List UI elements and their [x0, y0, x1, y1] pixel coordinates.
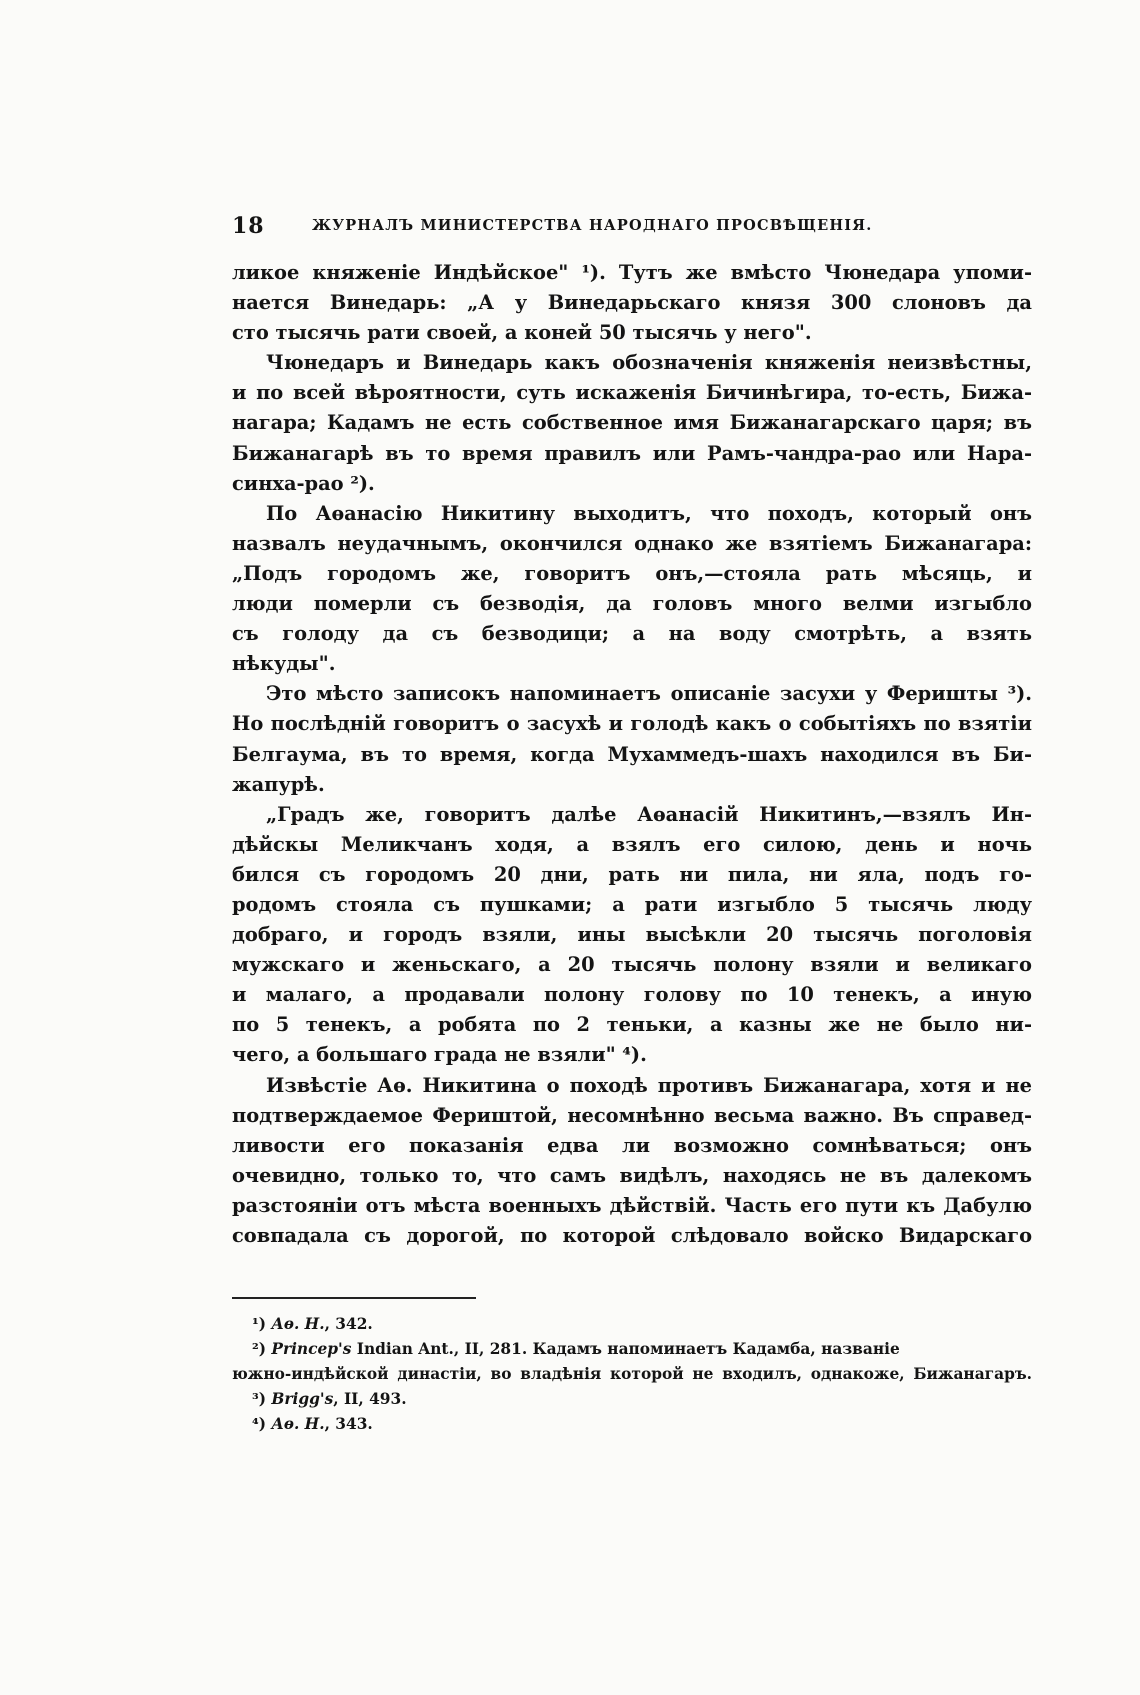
text-line: и малаго, а продавали полону голову по 10 тенекъ, а иную: [232, 983, 1032, 1007]
footnote-text: , 342.: [324, 1315, 373, 1333]
text-line: добраго, и городъ взяли, ины высѣкли 20 тысячь поголовія: [232, 923, 1032, 947]
footnote-line: [232, 1362, 1032, 1387]
text-line: „Градъ же, говоритъ далѣе Аѳанасій Никитинъ,—взялъ Ин-: [266, 802, 1032, 826]
footnote-text: Indian Ant., II, 281. Кадамъ напоминаетъ Кадамба, названіе: [351, 1340, 900, 1358]
footnote-reference: Аѳ. Н.: [271, 1315, 325, 1333]
footnote-line: [232, 1387, 1032, 1412]
footnote-text: , 343.: [324, 1415, 373, 1433]
running-title: ЖУРНАЛЪ МИНИСТЕРСТВА НАРОДНАГО ПРОСВѢЩЕНІЯ.: [312, 217, 873, 234]
page-header: [232, 213, 1032, 245]
footnote-text: южно-индѣйской династіи, во владѣнія которой не входилъ, однакоже, Бижанагаръ.: [232, 1365, 1032, 1383]
text-line: назвалъ неудачнымъ, окончился однако же взятіемъ Бижанагара:: [232, 531, 1032, 555]
text-line: подтверждаемое Фериштой, несомнѣнно весьма важно. Въ справед-: [232, 1103, 1032, 1127]
footnote-divider: [232, 1297, 476, 1299]
text-line: очевидно, только то, что самъ видѣлъ, находясь не въ далекомъ: [232, 1163, 1032, 1187]
text-line: По Аѳанасію Никитину выходитъ, что походъ, который онъ: [266, 501, 1032, 525]
text-line: мужскаго и женьскаго, а 20 тысячь полону взяли и великаго: [232, 953, 1032, 977]
page-number: 18: [232, 213, 265, 239]
body-text: [232, 258, 1032, 1251]
text-line: родомъ стояла съ пушками; а рати изгыбло 5 тысячь люду: [232, 892, 1032, 916]
footnote-number: ³): [252, 1390, 267, 1408]
footnote-line: [232, 1412, 1032, 1437]
footnote-reference: Brigg's: [271, 1390, 334, 1408]
text-line: по 5 тенекъ, а робята по 2 теньки, а казны же не было ни-: [232, 1013, 1032, 1037]
text-line: чего, а большаго града не взяли" ⁴).: [232, 1043, 647, 1067]
footnote-line: [232, 1337, 1032, 1362]
text-line: нается Винедарь: „А у Винедарьскаго князя 300 слоновъ да: [232, 291, 1032, 315]
text-line: Бижанагарѣ въ то время правилъ или Рамъ-чандра-рао или Нара-: [232, 441, 1032, 465]
text-line: совпадала съ дорогой, по которой слѣдовало войско Видарскаго: [232, 1224, 1032, 1247]
text-line: ликое княженіе Индѣйское" ¹). Тутъ же вмѣсто Чюнедара упоми-: [232, 261, 1032, 284]
text-line: бился съ городомъ 20 дни, рать ни пила, ни яла, подъ го-: [232, 862, 1032, 886]
footnote-text: , II, 493.: [333, 1390, 407, 1408]
text-line: разстояніи отъ мѣста военныхъ дѣйствій. Часть его пути къ Дабулю: [232, 1193, 1032, 1217]
text-line: сто тысячь рати своей, а коней 50 тысячь у него".: [232, 321, 812, 345]
text-line: Чюнедаръ и Винедарь какъ обозначенія княженія неизвѣстны,: [266, 351, 1032, 375]
footnote-reference: Аѳ. Н.: [271, 1415, 325, 1433]
text-line: люди померли съ безводія, да головъ много велми изгыбло: [232, 592, 1032, 616]
footnote-reference: Princep's: [271, 1340, 352, 1358]
footnote-number: ²): [252, 1340, 267, 1358]
text-line: нагара; Кадамъ не есть собственное имя Бижанагарскаго царя; въ: [232, 411, 1032, 435]
text-line: съ голоду да съ безводици; а на воду смотрѣть, а взять: [232, 622, 1032, 646]
text-line: Белгаума, въ то время, когда Мухаммедъ-шахъ находился въ Би-: [232, 742, 1032, 766]
text-line: нѣкуды".: [232, 652, 336, 676]
footnote-line: [232, 1312, 1032, 1337]
text-line: Но послѣдній говоритъ о засухѣ и голодѣ какъ о событіяхъ по взятіи: [232, 712, 1032, 736]
text-line: синха-рао ²).: [232, 471, 375, 495]
footnotes: [232, 1312, 1032, 1437]
text-line: „Подъ городомъ же, говоритъ онъ,—стояла рать мѣсяць, и: [232, 561, 1032, 585]
text-line: жапурѣ.: [232, 772, 325, 796]
footnote-number: ⁴): [252, 1415, 267, 1433]
text-line: ливости его показанія едва ли возможно сомнѣваться; онъ: [232, 1133, 1032, 1157]
text-line: Это мѣсто записокъ напоминаетъ описаніе засухи у Феришты ³).: [266, 682, 1032, 706]
text-line: дѣйскы Меликчанъ ходя, а взялъ его силою, день и ночь: [232, 832, 1032, 856]
text-line: Извѣстіе Аѳ. Никитина о походѣ противъ Бижанагара, хотя и не: [266, 1073, 1032, 1097]
footnote-number: ¹): [252, 1315, 267, 1333]
text-line: и по всей вѣроятности, суть искаженія Бичинѣгира, то-есть, Бижа-: [232, 381, 1032, 405]
